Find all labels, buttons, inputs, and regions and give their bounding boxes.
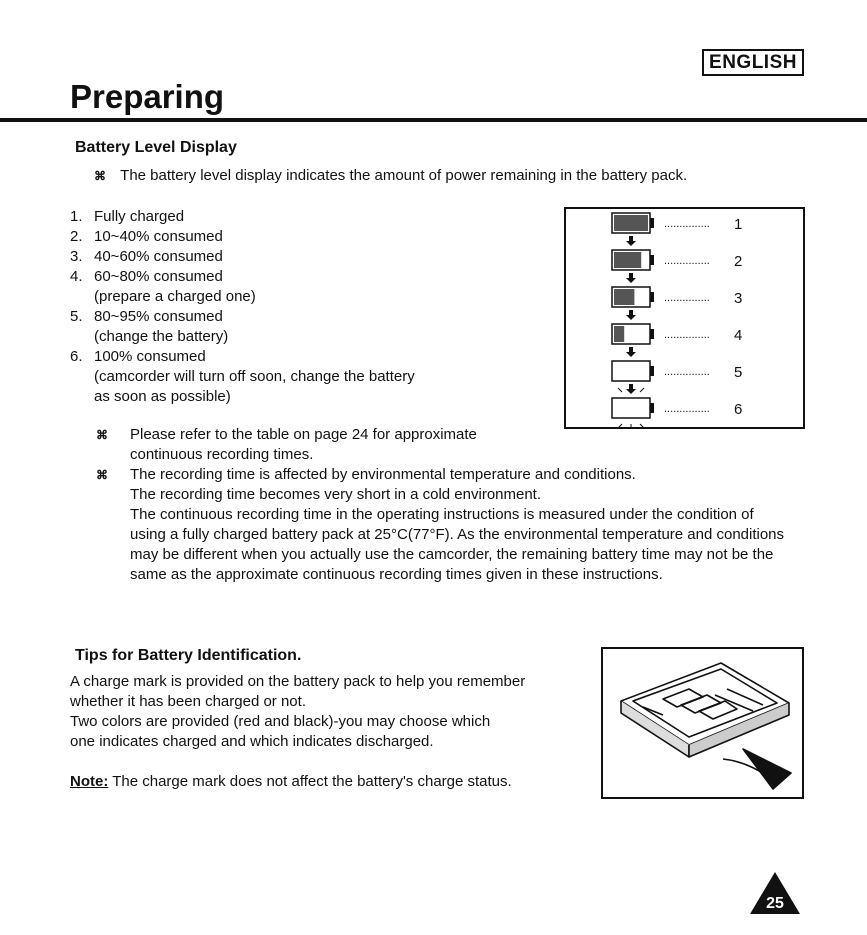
battery-level-diagram	[564, 207, 805, 429]
battery-pack-image	[603, 649, 802, 797]
down-arrow-icon	[626, 273, 636, 283]
level-item-4-line-2	[70, 287, 256, 307]
battery-icon-1	[612, 213, 654, 233]
level-item-text: (camcorder will turn off soon, change the battery	[94, 368, 415, 385]
level-item-6-line-3	[70, 387, 231, 407]
level-item-text: (prepare a charged one)	[94, 288, 256, 305]
note-2-line-6: same as the approximate continuous recording times given in these instructions.	[130, 566, 663, 583]
leader-dots: ...............	[664, 255, 710, 267]
battery-icon-label: 1	[734, 216, 743, 233]
bullet-icon: ⌘	[94, 169, 106, 183]
down-arrow-icon	[626, 310, 636, 320]
battery-icon-6	[612, 398, 654, 418]
tips-line-2: whether it has been charged or not.	[70, 693, 306, 710]
tips-note	[70, 772, 512, 792]
level-item-number: 6.	[70, 348, 83, 365]
level-item-number: 4.	[70, 268, 83, 285]
intro-paragraph: ⌘ The battery level display indicates the amount of power remaining in the battery pack.	[94, 167, 688, 184]
battery-icon-5	[612, 361, 654, 381]
level-item-5	[70, 307, 223, 327]
leader-dots: ...............	[664, 329, 710, 341]
battery-icon-label: 6	[734, 401, 743, 418]
battery-icon-label: 5	[734, 364, 743, 381]
level-item-4	[70, 267, 223, 287]
leader-dots: ...............	[664, 218, 710, 230]
page-title: Preparing	[70, 78, 225, 115]
note-text: The charge mark does not affect the battery's charge status.	[108, 773, 512, 790]
level-item-number: 5.	[70, 308, 83, 325]
level-item-text: 40~60% consumed	[94, 248, 223, 265]
down-arrow-icon	[626, 347, 636, 357]
battery-icon-label: 4	[734, 327, 743, 344]
level-item-text: 60~80% consumed	[94, 268, 223, 285]
note-2-line-4: using a fully charged battery pack at 25°C(77°F). As the environmental temperature and conditions	[130, 526, 785, 543]
bullet-icon: ⌘	[96, 468, 108, 482]
battery-icons	[566, 209, 803, 427]
note-2-line-3: The continuous recording time in the operating instructions is measured under the condition of	[130, 506, 754, 523]
title-rule	[0, 118, 867, 122]
page-number-badge	[748, 870, 802, 916]
level-item-5-line-2	[70, 327, 228, 347]
level-item-number: 1.	[70, 208, 83, 225]
battery-icon-4	[612, 324, 654, 344]
battery-icon-3	[612, 287, 654, 307]
level-item-text: 10~40% consumed	[94, 228, 223, 245]
note-label: Note:	[70, 773, 109, 790]
battery-level-heading: Battery Level Display	[75, 139, 237, 156]
battery-pack-illustration	[601, 647, 804, 799]
battery-icon-label: 2	[734, 253, 743, 270]
note-1-line-1: ⌘ Please refer to the table on page 24 for approximate	[96, 426, 477, 443]
leader-dots: ...............	[664, 366, 710, 378]
level-item-6	[70, 347, 206, 367]
down-arrow-icon	[626, 236, 636, 246]
note-2-line-5: may be different when you actually use the camcorder, the remaining battery time may not be the	[130, 546, 774, 563]
level-item-number: 3.	[70, 248, 83, 265]
level-item-text: Fully charged	[94, 208, 185, 225]
leader-dots: ...............	[664, 292, 710, 304]
level-item-text: 100% consumed	[94, 348, 206, 365]
level-item-text: as soon as possible)	[94, 388, 231, 405]
language-badge: ENGLISH	[702, 49, 804, 76]
note-2-line-2: The recording time becomes very short in a cold environment.	[130, 486, 542, 503]
level-item-6-line-2	[70, 367, 415, 387]
tips-heading: Tips for Battery Identification.	[75, 647, 302, 664]
tips-line-3: Two colors are provided (red and black)-you may choose which	[70, 713, 491, 730]
level-item-text: 80~95% consumed	[94, 308, 223, 325]
battery-icon-label: 3	[734, 290, 743, 307]
level-item-1	[70, 207, 184, 227]
level-item-text: (change the battery)	[94, 328, 229, 345]
leader-dots: ...............	[664, 403, 710, 415]
tips-line-1: A charge mark is provided on the battery pack to help you remember	[70, 673, 526, 690]
level-item-2	[70, 227, 223, 247]
level-item-3	[70, 247, 223, 267]
bullet-icon: ⌘	[96, 428, 108, 442]
tips-line-4: one indicates charged and which indicates discharged.	[70, 733, 434, 750]
note-1-line-2: continuous recording times.	[130, 446, 314, 463]
battery-icon-2	[612, 250, 654, 270]
page-number: 25	[766, 895, 784, 912]
note-2-line-1: ⌘ The recording time is affected by environmental temperature and conditions.	[96, 466, 636, 483]
level-item-number: 2.	[70, 228, 83, 245]
